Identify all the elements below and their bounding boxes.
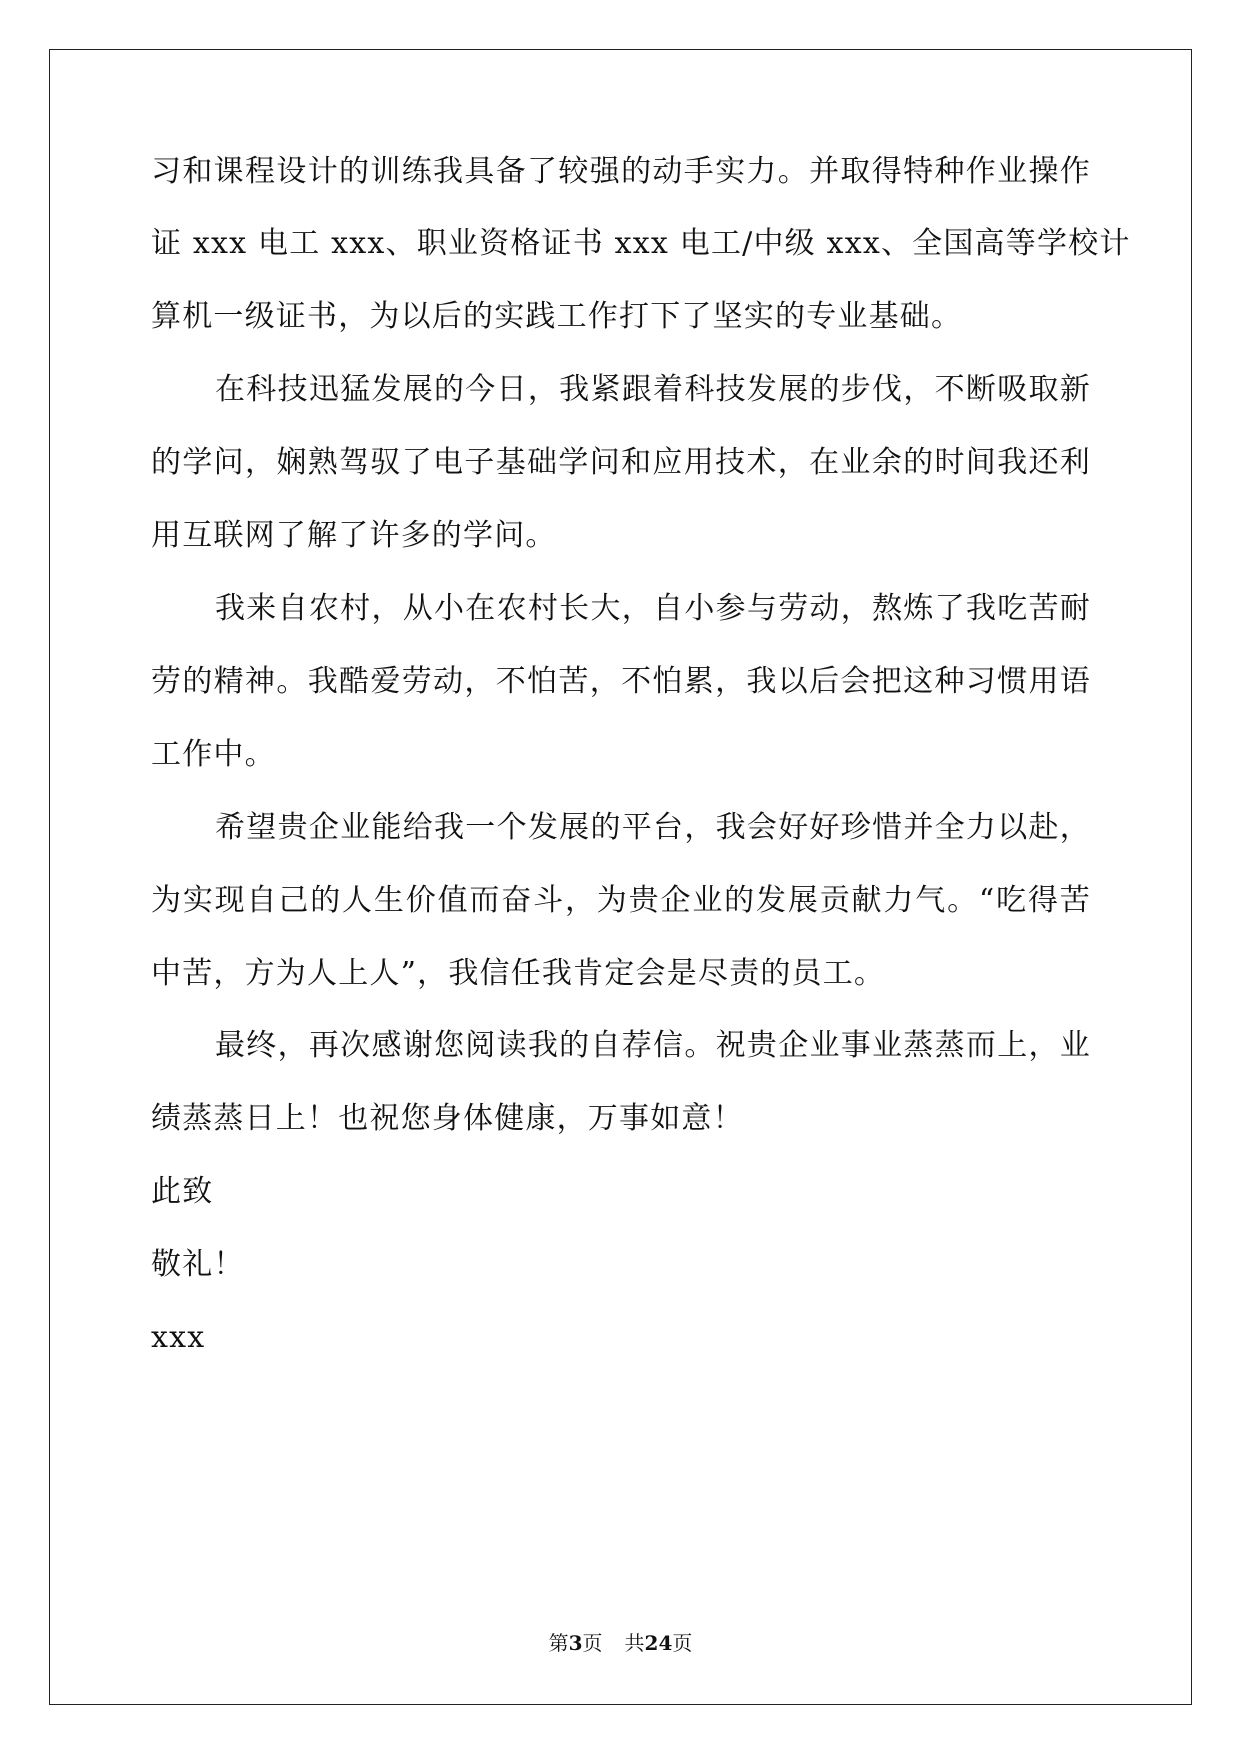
body-line-13: 最终，再次感谢您阅读我的自荐信。祝贵企业事业蒸蒸而上，业 bbox=[215, 1028, 1091, 1063]
body-line-11: 为实现自己的人生价值而奋斗，为贵企业的发展贡献力气。“吃得苦 bbox=[151, 883, 1091, 918]
body-line-8: 劳的精神。我酷爱劳动，不怕苦，不怕累，我以后会把这种习惯用语 bbox=[151, 664, 1091, 699]
total-prefix: 共 bbox=[624, 1631, 645, 1655]
current-page-number: 3 bbox=[568, 1631, 583, 1655]
body-line-6: 用互联网了解了许多的学问。 bbox=[151, 518, 557, 553]
body-line-9: 工作中。 bbox=[151, 737, 276, 772]
body-line-1: 习和课程设计的训练我具备了较强的动手实力。并取得特种作业操作 bbox=[151, 154, 1091, 189]
body-line-4: 在科技迅猛发展的今日，我紧跟着科技发展的步伐，不断吸取新 bbox=[215, 372, 1091, 407]
closing-regards: 敬礼！ bbox=[151, 1247, 245, 1282]
body-line-3: 算机一级证书，为以后的实践工作打下了坚实的专业基础。 bbox=[151, 299, 963, 334]
total-page-count: 24 bbox=[644, 1631, 673, 1655]
page-prefix: 第 bbox=[548, 1631, 569, 1655]
body-line-7: 我来自农村，从小在农村长大，自小参与劳动，熬炼了我吃苦耐 bbox=[215, 591, 1091, 626]
total-suffix: 页 bbox=[672, 1631, 693, 1655]
page-suffix: 页 bbox=[582, 1631, 603, 1655]
body-line-10: 希望贵企业能给我一个发展的平台，我会好好珍惜并全力以赴， bbox=[215, 810, 1091, 845]
body-line-5: 的学问，娴熟驾驭了电子基础学问和应用技术，在业余的时间我还利 bbox=[151, 445, 1091, 480]
closing-salutation: 此致 bbox=[151, 1174, 214, 1209]
body-line-12: 中苦，方为人上人”，我信任我肯定会是尽责的员工。 bbox=[151, 956, 886, 991]
page-number-footer bbox=[0, 1628, 1241, 1658]
signature-name: xxx bbox=[151, 1320, 206, 1355]
body-line-14: 绩蒸蒸日上！也祝您身体健康，万事如意！ bbox=[151, 1101, 744, 1136]
body-line-2: 证 xxx 电工 xxx、职业资格证书 xxx 电工/中级 xxx、全国高等学校计 bbox=[151, 226, 1131, 261]
